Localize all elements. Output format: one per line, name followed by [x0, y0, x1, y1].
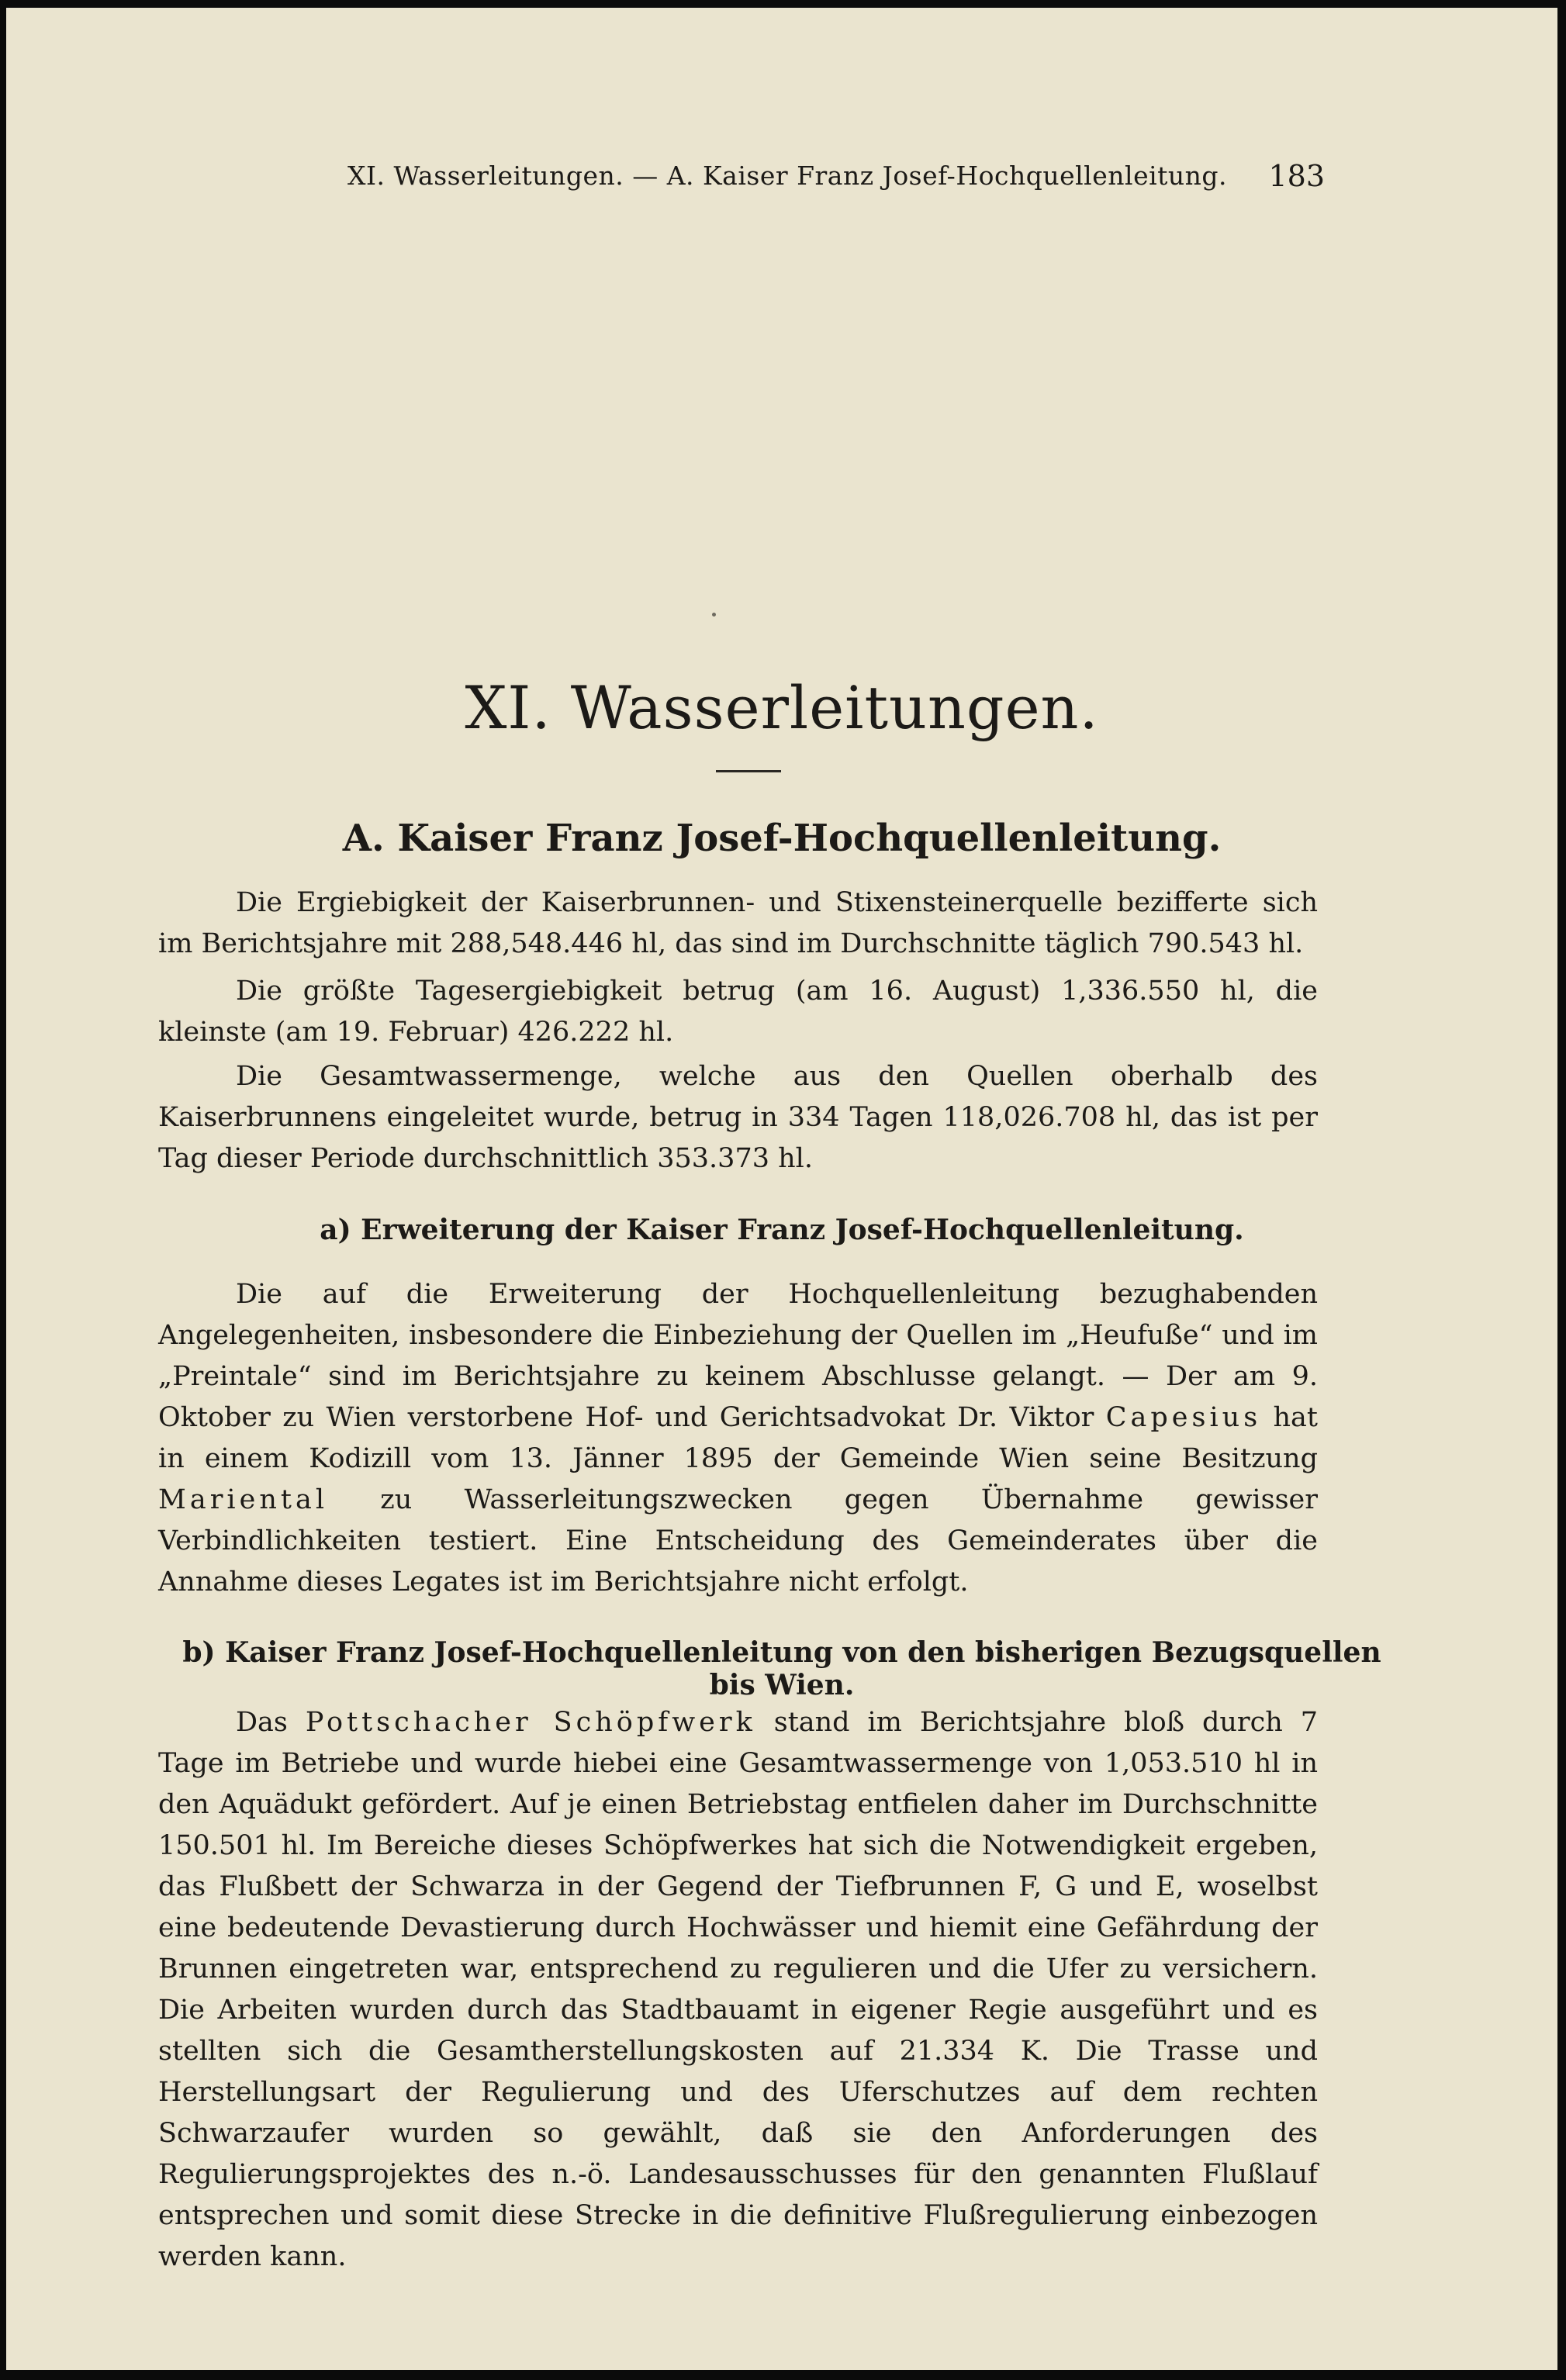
page: [6, 8, 1557, 2370]
divider-rule: [716, 770, 781, 772]
intro-paragraph-3: Die Gesamtwassermenge, welche aus den Quellen oberhalb des Kaiserbrunnens eingeleitet wurde, betrug in 334 Tagen 118,026.708 hl, das ist per Tag dieser Periode durchschnittlich 353.373 hl.: [158, 1061, 1318, 1174]
section-title: A. Kaiser Franz Josef-Hochquellenleitung.: [342, 817, 1222, 860]
page-number: 183: [1268, 159, 1325, 193]
running-title: XI. Wasserleitungen. — A. Kaiser Franz Josef-Hochquellenleitung.: [347, 161, 1228, 191]
subsection-a-title: a) Erweiterung der Kaiser Franz Josef-Hochquellenleitung.: [320, 1214, 1244, 1246]
printing-dot: [712, 613, 716, 617]
subsection-b-paragraph: Das Pottschacher Schöpfwerk stand im Berichtsjahre bloß durch 7 Tage im Betriebe und wurde hiebei eine Gesamtwassermenge von 1,053.510 hl in den Aquädukt gefördert. Auf je einen Betriebstag entfielen daher im Durchschnitte 150.501 hl. Im Bereiche dieses Schöpfwerkes hat sich die Notwendigkeit ergeben, das Flußbett der Schwarza in der Gegend der Tiefbrunnen F, G und E, woselbst eine bedeutende Devastierung durch Hochwässer und hiemit eine Gefährdung der Brunnen eingetreten war, entsprechend zu regulieren und die Ufer zu versichern. Die Arbeiten wurden durch das Stadtbauamt in eigener Regie ausgeführt und es stellten sich die Gesamtherstellungskosten auf 21.334 K. Die Trasse und Herstellungsart der Regulierung und des Uferschutzes auf dem rechten Schwarzaufer wurden so gewählt, daß sie den Anforderungen des Regulierungsprojektes des n.-ö. Landesausschusses für den genannten Flußlauf entsprechen und somit diese Strecke in die definitive Flußregulierung einbezogen werden kann.: [158, 1707, 1318, 2272]
name-capesius: Capesius: [1105, 1402, 1262, 1433]
intro-paragraph-1: Die Ergiebigkeit der Kaiserbrunnen- und Stixensteinerquelle bezifferte sich im Berichtsjahre mit 288,548.446 hl, das sind im Durchschnitte täglich 790.543 hl.: [158, 887, 1318, 959]
running-header: [6, 161, 1557, 207]
subsection-b-title: b) Kaiser Franz Josef-Hochquellenleitung von den bisherigen Bezugsquellen bis Wien.: [182, 1636, 1381, 1701]
chapter-title: XI. Wasserleitungen.: [465, 673, 1099, 742]
subsection-a-paragraph: Die auf die Erweiterung der Hochquellenleitung bezughabenden Angelegenheiten, insbesondere die Einbeziehung der Quellen im „Heufuße“ und im „Preintale“ sind im Berichtsjahre zu keinem Abschlusse gelangt. — Der am 9. Oktober zu Wien verstorbene Hof- und Gerichtsadvokat Dr. Viktor Capesius hat in einem Kodizill vom 13. Jänner 1895 der Gemeinde Wien seine Besitzung Mariental zu Wasserleitungszwecken gegen Übernahme gewisser Verbindlichkeiten testiert. Eine Entscheidung des Gemeinderates über die Annahme dieses Legates ist im Berichtsjahre nicht erfolgt.: [158, 1279, 1318, 1598]
intro-paragraph-2: Die größte Tagesergiebigkeit betrug (am 16. August) 1,336.550 hl, die kleinste (am 19. Februar) 426.222 hl.: [158, 976, 1318, 1048]
name-mariental: Mariental: [158, 1484, 329, 1515]
name-pottschacher: Pottschacher Schöpfwerk: [305, 1707, 756, 1738]
